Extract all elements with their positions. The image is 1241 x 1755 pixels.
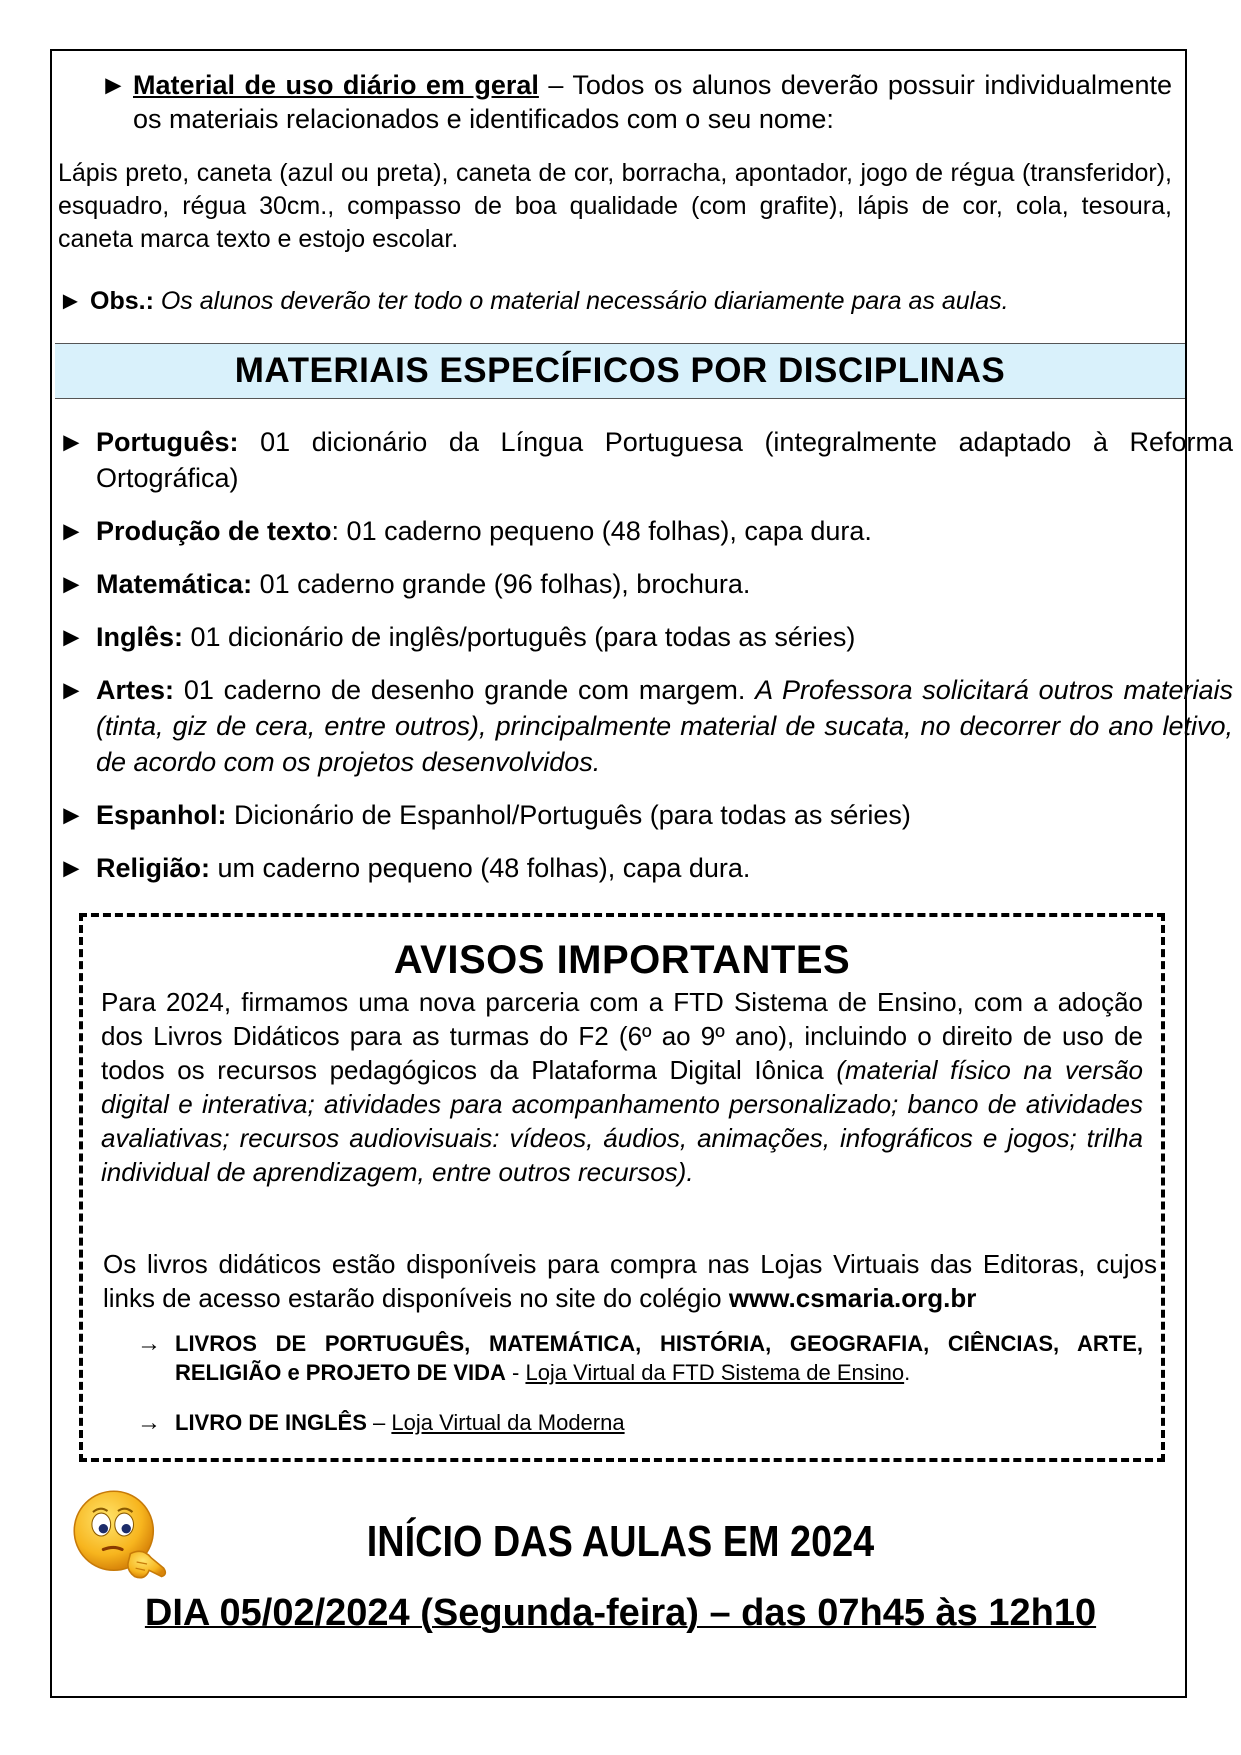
link-item-moderna bbox=[137, 1408, 1143, 1437]
observation bbox=[58, 285, 1172, 318]
subject-item-matematica bbox=[58, 566, 1233, 602]
subject-text: 01 caderno de desenho grande com margem. bbox=[174, 675, 756, 705]
subject-text: 01 caderno grande (96 folhas), brochura. bbox=[252, 569, 751, 599]
subject-text: : 01 caderno pequeno (48 folhas), capa dura. bbox=[331, 516, 872, 546]
school-website[interactable]: www.csmaria.org.br bbox=[728, 1283, 977, 1313]
subject-item-artes bbox=[58, 672, 1233, 780]
bullet-arrow-icon: ► bbox=[58, 569, 85, 599]
important-notice-box bbox=[79, 913, 1165, 1462]
bullet-arrow-icon: ► bbox=[58, 675, 85, 705]
subject-item-producao bbox=[58, 513, 1233, 549]
subject-text: 01 dicionário da Língua Portuguesa (integralmente adaptado à Reforma Ortográfica) bbox=[96, 427, 1233, 493]
daily-materials-list bbox=[58, 157, 1172, 256]
link-item-sep: – bbox=[366, 1410, 392, 1435]
ftd-store-link[interactable]: Loja Virtual da FTD Sistema de Ensino bbox=[525, 1360, 905, 1385]
daily-heading-text: – Todos os alunos deverão possuir individualmente os materiais relacionados e identificados com o seu nome: bbox=[133, 70, 1172, 134]
subject-item-espanhol bbox=[58, 797, 1233, 833]
subject-label: Espanhol: bbox=[96, 800, 227, 830]
link-item-after: . bbox=[904, 1360, 911, 1385]
section-title: MATERIAIS ESPECÍFICOS POR DISCIPLINAS bbox=[234, 351, 1006, 390]
bullet-arrow-icon: ► bbox=[58, 287, 83, 315]
subject-item-portugues bbox=[58, 424, 1233, 496]
subject-text: um caderno pequeno (48 folhas), capa dura. bbox=[210, 853, 751, 883]
notice-paragraph-partnership bbox=[101, 985, 1143, 1189]
arrow-right-icon: → bbox=[137, 1409, 161, 1436]
bullet-arrow-icon: ► bbox=[58, 516, 85, 546]
classes-start-title: INÍCIO DAS AULAS EM 2024 bbox=[366, 1517, 875, 1566]
bullet-arrow-icon: ► bbox=[58, 853, 85, 883]
classes-start-date bbox=[0, 1590, 1241, 1636]
subject-label: Matemática: bbox=[96, 569, 253, 599]
daily-list-text: Lápis preto, caneta (azul ou preta), caneta de cor, borracha, apontador, jogo de régua (transferidor), esquadro, régua 30cm., compasso de boa qualidade (com grafite), lápis de cor, cola, tesoura, caneta marca texto e estojo escolar. bbox=[58, 159, 1172, 253]
subject-label: Inglês: bbox=[96, 622, 184, 652]
notice-title: AVISOS IMPORTANTES bbox=[393, 938, 851, 982]
subject-note: A Professora solicitará outros materiais (tinta, giz de cera, entre outros), principalmente material de sucata, no decorrer do ano letivo, de acordo com os projetos desenvolvidos. bbox=[96, 675, 1233, 777]
subject-label: Religião: bbox=[96, 853, 211, 883]
notice-p1-italic: (material físico na versão digital e interativa; atividades para acompanhamento personalizado; banco de atividades avaliativas; recursos audiovisuais: vídeos, áudios, animações, infográficos e jogos; trilha individual de aprendizagem, entre outros recursos). bbox=[101, 1055, 1143, 1187]
subject-item-religiao bbox=[58, 850, 1233, 886]
subject-text: Dicionário de Espanhol/Português (para todas as séries) bbox=[226, 800, 911, 830]
subject-label: Artes: bbox=[96, 675, 175, 705]
link-item-sep: - bbox=[505, 1360, 526, 1385]
arrow-right-icon: → bbox=[137, 1330, 161, 1357]
bullet-arrow-icon: ► bbox=[100, 70, 127, 100]
obs-label: Obs.: bbox=[90, 287, 154, 315]
link-item-ftd bbox=[137, 1329, 1143, 1387]
daily-heading-label: Material de uso diário em geral bbox=[133, 70, 539, 100]
obs-text: Os alunos deverão ter todo o material necessário diariamente para as aulas. bbox=[153, 287, 1009, 315]
classes-start-date-text: DIA 05/02/2024 (Segunda-feira) – das 07h45 às 12h10 bbox=[144, 1592, 1097, 1634]
notice-p2-text: Os livros didáticos estão disponíveis para compra nas Lojas Virtuais das Editoras, cujos links de acesso estarão disponíveis no site do colégio bbox=[103, 1249, 1157, 1313]
bullet-arrow-icon: ► bbox=[58, 800, 85, 830]
moderna-store-link[interactable]: Loja Virtual da Moderna bbox=[391, 1410, 625, 1435]
section-title-bar bbox=[55, 343, 1185, 399]
subject-label: Produção de texto bbox=[96, 516, 332, 546]
bullet-arrow-icon: ► bbox=[58, 622, 85, 652]
bullet-arrow-icon: ► bbox=[58, 427, 85, 457]
subject-text: 01 dicionário de inglês/português (para todas as séries) bbox=[183, 622, 856, 652]
link-item-label: LIVRO DE INGLÊS bbox=[175, 1410, 367, 1435]
subject-item-ingles bbox=[58, 619, 1233, 655]
notice-paragraph-purchase bbox=[103, 1247, 1157, 1315]
daily-materials-heading bbox=[100, 68, 1172, 136]
link-item-label: LIVROS DE PORTUGUÊS, MATEMÁTICA, HISTÓRIA, GEOGRAFIA, CIÊNCIAS, ARTE, RELIGIÃO e PROJETO DE VIDA bbox=[175, 1331, 1143, 1385]
notice-p1-text: Para 2024, firmamos uma nova parceria com a FTD Sistema de Ensino, com a adoção dos Livros Didáticos para as turmas do F2 (6º ao 9º ano), incluindo o direito de uso de todos os recursos pedagógicos da Plataforma Digital Iônica bbox=[101, 987, 1143, 1085]
subject-label: Português: bbox=[96, 427, 239, 457]
